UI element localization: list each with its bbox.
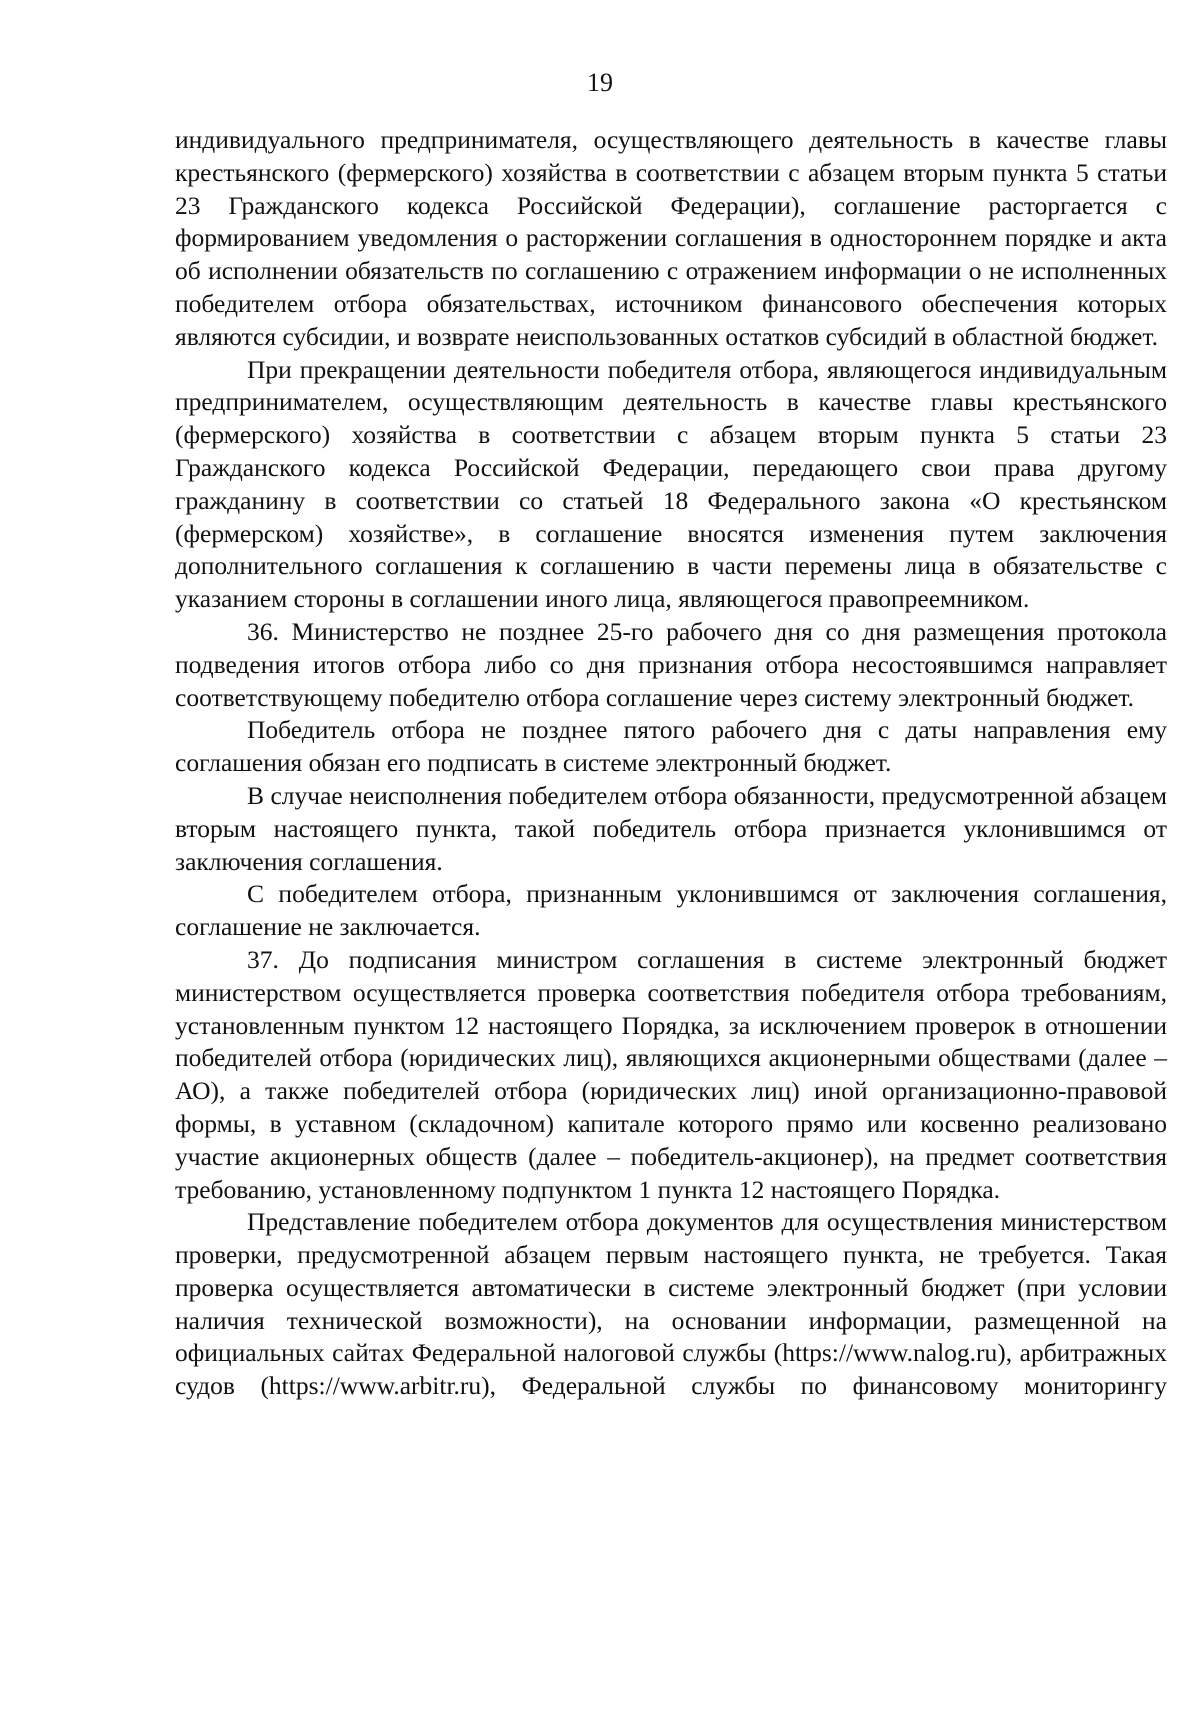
document-body [175,124,1167,1403]
paragraph-5: В случае неисполнения победителем отбора обязанности, предусмотренной абзацем вторым настоящего пункта, такой победитель отбора признается уклонившимся от заключения соглашения. [175,780,1167,876]
paragraph-8: Представление победителем отбора документов для осуществления министерством проверки, предусмотренной абзацем первым настоящего пункта, не требуется. Такая проверка осуществляется автоматически в системе электронный бюджет (при условии наличия технической возможности), на основании информации, размещенной на официальных сайтах Федеральной налоговой службы (https://www.nalog.ru), арбитражных судов (https://www.arbitr.ru), Федеральной службы по финансовому мониторингу [175,1207,1167,1401]
paragraph-7-item-37: 37. До подписания министром соглашения в системе электронный бюджет министерством осуществляется проверка соответствия победителя отбора требованиям, установленным пунктом 12 настоящего Порядка, за исключением проверок в отношении победителей отбора (юридических лиц), являющихся акционерными обществами (далее – АО), а также победителей отбора (юридических лиц) иной организационно-правовой формы, в уставном (складочном) капитале которого прямо или косвенно реализовано участие акционерных обществ (далее – победитель-акционер), на предмет соответствия требованию, установленному подпунктом 1 пункта 12 настоящего Порядка. [175,944,1167,1204]
paragraph-6: С победителем отбора, признанным уклонившимся от заключения соглашения, соглашение не заключается. [175,879,1167,942]
paragraph-4: Победитель отбора не позднее пятого рабочего дня с даты направления ему соглашения обязан его подписать в системе электронный бюджет. [175,715,1167,778]
page-number: 19 [587,68,613,97]
paragraph-3-item-36: 36. Министерство не позднее 25-го рабочего дня со дня размещения протокола подведения итогов отбора либо со дня признания отбора несостоявшимся направляет соответствующему победителю отбора соглашение через систему электронный бюджет. [175,616,1167,712]
paragraph-1: индивидуального предпринимателя, осуществляющего деятельность в качестве главы крестьянского (фермерского) хозяйства в соответствии с абзацем вторым пункта 5 статьи 23 Гражданского кодекса Российской Федерации), соглашение расторгается с формированием уведомления о расторжении соглашения в одностороннем порядке и акта об исполнении обязательств по соглашению с отражением информации о не исполненных победителем отбора обязательствах, источником финансового обеспечения которых являются субсидии, и возврате неиспользованных остатков субсидий в областной бюджет. [175,125,1167,351]
paragraph-2: При прекращении деятельности победителя отбора, являющегося индивидуальным предпринимателем, осуществляющим деятельность в качестве главы крестьянского (фермерского) хозяйства в соответствии с абзацем вторым пункта 5 статьи 23 Гражданского кодекса Российской Федерации, передающего свои права другому гражданину в соответствии со статьей 18 Федерального закона «О крестьянском (фермерском) хозяйстве», в соглашение вносятся изменения путем заключения дополнительного соглашения к соглашению в части перемены лица в обязательстве с указанием стороны в соглашении иного лица, являющегося правопреемником. [175,354,1167,614]
